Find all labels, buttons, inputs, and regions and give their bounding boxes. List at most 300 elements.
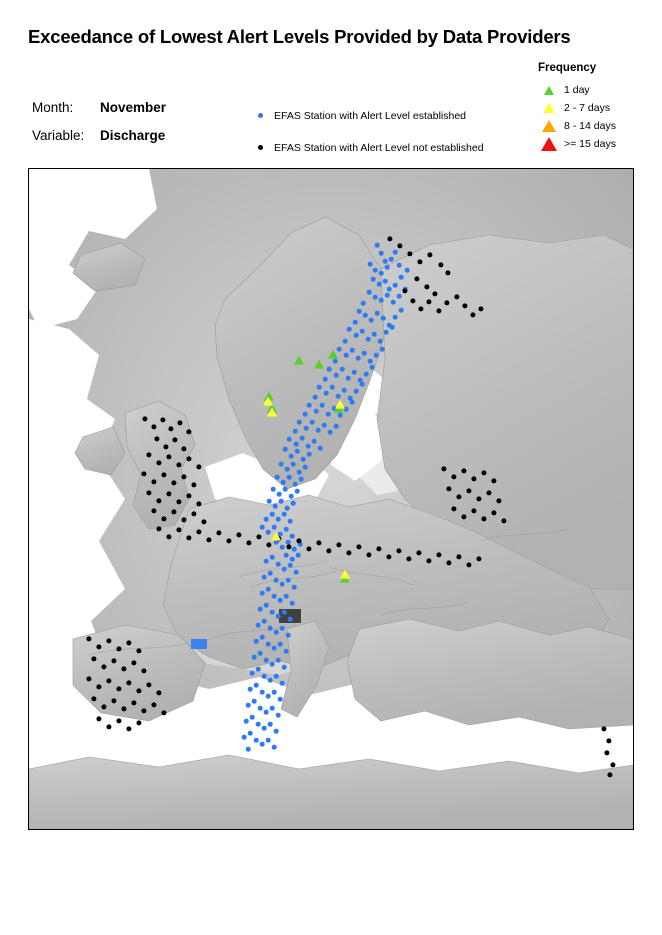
- station-point: [418, 306, 423, 311]
- station-point: [275, 475, 280, 480]
- station-point: [327, 367, 332, 372]
- triangle-icon: [538, 103, 560, 113]
- station-point: [161, 472, 166, 477]
- station-point: [397, 243, 402, 248]
- station-point: [478, 306, 483, 311]
- station-point: [254, 738, 259, 743]
- station-point: [177, 420, 182, 425]
- triangle-icon: [271, 532, 281, 541]
- station-point: [377, 282, 382, 287]
- station-point: [391, 300, 396, 305]
- station-point: [91, 656, 96, 661]
- station-point: [354, 389, 359, 394]
- station-point: [366, 337, 371, 342]
- station-point: [256, 667, 261, 672]
- station-point: [266, 738, 271, 743]
- station-point: [268, 678, 273, 683]
- station-point: [266, 542, 271, 547]
- station-point: [361, 301, 366, 306]
- station-point: [270, 662, 275, 667]
- station-point: [181, 517, 186, 522]
- station-point: [106, 638, 111, 643]
- station-point: [296, 553, 301, 558]
- station-point: [168, 426, 173, 431]
- station-point: [291, 462, 296, 467]
- station-point: [373, 295, 378, 300]
- station-point: [607, 772, 612, 777]
- station-point: [160, 417, 165, 422]
- station-point: [399, 308, 404, 313]
- station-point: [262, 575, 267, 580]
- station-point: [285, 506, 290, 511]
- station-point: [288, 563, 293, 568]
- station-point: [154, 436, 159, 441]
- station-point: [272, 745, 277, 750]
- station-point: [274, 578, 279, 583]
- station-point: [304, 426, 309, 431]
- station-point: [260, 525, 265, 530]
- triangle-icon: [538, 86, 560, 95]
- station-point: [282, 512, 287, 517]
- station-point: [246, 540, 251, 545]
- station-point: [161, 710, 166, 715]
- station-point: [151, 702, 156, 707]
- station-point: [272, 646, 277, 651]
- station-point: [106, 678, 111, 683]
- station-point: [350, 400, 355, 405]
- station-point: [461, 514, 466, 519]
- station-point: [383, 259, 388, 264]
- station-point: [176, 462, 181, 467]
- station-point: [316, 428, 321, 433]
- station-point: [126, 726, 131, 731]
- station-point: [151, 424, 156, 429]
- station-point: [290, 534, 295, 539]
- station-point: [316, 540, 321, 545]
- station-point: [353, 320, 358, 325]
- station-point: [266, 587, 271, 592]
- station-point: [181, 474, 186, 479]
- station-point: [336, 542, 341, 547]
- station-point: [171, 509, 176, 514]
- station-point: [376, 546, 381, 551]
- station-point: [266, 530, 271, 535]
- station-point: [250, 715, 255, 720]
- triangle-icon: [328, 350, 338, 359]
- station-point: [270, 555, 275, 560]
- station-point: [116, 646, 121, 651]
- station-point: [368, 359, 373, 364]
- station-point: [260, 591, 265, 596]
- station-point: [264, 559, 269, 564]
- station-point: [318, 446, 323, 451]
- station-point: [374, 353, 379, 358]
- station-point: [101, 664, 106, 669]
- legend-label: EFAS Station with Alert Level established: [274, 109, 467, 122]
- station-point: [441, 466, 446, 471]
- station-point: [166, 534, 171, 539]
- station-point: [466, 488, 471, 493]
- station-point: [427, 252, 432, 257]
- station-point: [338, 413, 343, 418]
- station-point: [242, 735, 247, 740]
- station-point: [280, 582, 285, 587]
- station-point: [310, 420, 315, 425]
- station-point: [371, 277, 376, 282]
- station-point: [360, 382, 365, 387]
- station-point: [186, 429, 191, 434]
- station-point: [436, 308, 441, 313]
- station-point: [156, 690, 161, 695]
- station-point: [196, 529, 201, 534]
- station-point: [436, 552, 441, 557]
- station-point: [252, 699, 257, 704]
- station-point: [601, 726, 606, 731]
- station-point: [414, 276, 419, 281]
- station-point: [432, 291, 437, 296]
- station-point: [96, 644, 101, 649]
- month-value: November: [100, 100, 167, 115]
- station-point: [274, 729, 279, 734]
- station-point: [176, 499, 181, 504]
- station-point: [328, 430, 333, 435]
- station-point: [501, 518, 506, 523]
- station-point: [274, 674, 279, 679]
- station-point: [470, 312, 475, 317]
- station-point: [396, 548, 401, 553]
- frequency-legend-item-2-7days: [538, 99, 616, 117]
- station-point: [476, 556, 481, 561]
- station-point: [297, 420, 302, 425]
- station-point: [476, 496, 481, 501]
- station-point: [366, 552, 371, 557]
- station-point: [354, 333, 359, 338]
- station-point: [326, 548, 331, 553]
- station-point: [258, 706, 263, 711]
- station-point: [322, 423, 327, 428]
- europe-efas-station-map[interactable]: [28, 168, 634, 830]
- station-point: [416, 550, 421, 555]
- station-point: [272, 594, 277, 599]
- station-point: [323, 377, 328, 382]
- station-point: [454, 294, 459, 299]
- station-point: [393, 250, 398, 255]
- station-point: [268, 722, 273, 727]
- station-point: [424, 284, 429, 289]
- station-point: [186, 493, 191, 498]
- station-point: [86, 676, 91, 681]
- station-point: [372, 332, 377, 337]
- station-point: [280, 545, 285, 550]
- station-point: [226, 538, 231, 543]
- station-point: [303, 412, 308, 417]
- station-point: [206, 537, 211, 542]
- station-point: [397, 263, 402, 268]
- station-point: [306, 546, 311, 551]
- station-point: [264, 603, 269, 608]
- station-point: [402, 288, 407, 293]
- station-point: [336, 394, 341, 399]
- station-point: [283, 447, 288, 452]
- station-point: [111, 658, 116, 663]
- station-point: [270, 610, 275, 615]
- station-point: [610, 762, 615, 767]
- station-point: [141, 471, 146, 476]
- station-point: [262, 726, 267, 731]
- station-point: [417, 259, 422, 264]
- station-point: [378, 339, 383, 344]
- station-point: [426, 299, 431, 304]
- station-point: [426, 558, 431, 563]
- station-point: [326, 412, 331, 417]
- month-row: [32, 100, 166, 115]
- station-point: [258, 651, 263, 656]
- station-point: [346, 376, 351, 381]
- station-point: [333, 359, 338, 364]
- station-point: [268, 571, 273, 576]
- station-point: [279, 462, 284, 467]
- station-point: [301, 457, 306, 462]
- station-point: [286, 578, 291, 583]
- station-point: [364, 372, 369, 377]
- variable-row: [32, 128, 166, 143]
- station-point: [347, 327, 352, 332]
- station-point: [379, 251, 384, 256]
- station-point: [368, 262, 373, 267]
- station-point: [236, 532, 241, 537]
- station-point: [142, 416, 147, 421]
- station-point: [191, 482, 196, 487]
- station-point: [471, 508, 476, 513]
- station-point: [300, 436, 305, 441]
- station-point: [295, 489, 300, 494]
- station-point: [166, 491, 171, 496]
- station-point: [283, 487, 288, 492]
- station-point: [196, 501, 201, 506]
- variable-label: Variable:: [32, 128, 85, 143]
- station-point: [288, 519, 293, 524]
- station-point: [262, 619, 267, 624]
- station-point: [334, 373, 339, 378]
- station-point: [451, 506, 456, 511]
- station-point: [276, 562, 281, 567]
- station-point: [131, 700, 136, 705]
- frequency-legend-label: >= 15 days: [564, 138, 616, 150]
- station-point: [340, 367, 345, 372]
- station-point: [491, 478, 496, 483]
- station-point: [346, 550, 351, 555]
- triangle-icon: [538, 120, 560, 132]
- station-point: [375, 311, 380, 316]
- variable-value: Discharge: [100, 128, 166, 143]
- station-point: [146, 452, 151, 457]
- station-point: [256, 623, 261, 628]
- triangle-icon: [335, 400, 345, 409]
- station-point: [281, 480, 286, 485]
- station-point: [271, 487, 276, 492]
- station-point: [367, 290, 372, 295]
- station-point: [126, 640, 131, 645]
- station-point: [456, 554, 461, 559]
- frequency-legend-label: 8 - 14 days: [564, 120, 616, 132]
- station-point: [604, 750, 609, 755]
- station-point: [370, 365, 375, 370]
- station-point: [254, 683, 259, 688]
- station-point: [446, 560, 451, 565]
- station-point: [387, 236, 392, 241]
- station-point: [471, 476, 476, 481]
- station-point: [256, 534, 261, 539]
- station-point: [456, 494, 461, 499]
- station-point: [270, 706, 275, 711]
- legend-item-station-not-established: [258, 139, 484, 156]
- station-point: [262, 674, 267, 679]
- frequency-legend-item-15plus-days: [538, 135, 616, 153]
- station-point: [386, 554, 391, 559]
- station-point: [451, 474, 456, 479]
- station-point: [299, 477, 304, 482]
- station-point: [360, 329, 365, 334]
- station-point: [156, 460, 161, 465]
- station-point: [101, 704, 106, 709]
- station-point: [466, 562, 471, 567]
- triangle-icon: [340, 570, 350, 579]
- station-point: [186, 456, 191, 461]
- station-point: [312, 439, 317, 444]
- triangle-icon: [267, 408, 277, 417]
- station-point: [86, 636, 91, 641]
- station-point: [410, 298, 415, 303]
- station-point: [486, 490, 491, 495]
- station-point: [303, 465, 308, 470]
- station-point: [287, 437, 292, 442]
- station-point: [276, 658, 281, 663]
- station-point: [445, 270, 450, 275]
- frequency-legend-title: Frequency: [538, 62, 597, 74]
- station-point: [380, 347, 385, 352]
- station-point: [295, 449, 300, 454]
- station-point: [369, 318, 374, 323]
- station-point: [278, 697, 283, 702]
- station-point: [146, 490, 151, 495]
- station-point: [136, 688, 141, 693]
- station-point: [282, 567, 287, 572]
- station-point: [387, 287, 392, 292]
- station-point: [397, 294, 402, 299]
- station-point: [278, 598, 283, 603]
- station-point: [272, 690, 277, 695]
- station-point: [384, 330, 389, 335]
- station-point: [342, 388, 347, 393]
- station-point: [324, 391, 329, 396]
- station-point: [126, 680, 131, 685]
- station-point: [244, 719, 249, 724]
- frequency-legend-item-8-14days: [538, 117, 616, 135]
- station-point: [141, 708, 146, 713]
- station-point: [156, 498, 161, 503]
- station-point: [291, 501, 296, 506]
- station-point: [289, 494, 294, 499]
- station-point: [282, 610, 287, 615]
- station-point: [246, 703, 251, 708]
- station-point: [256, 722, 261, 727]
- station-point: [252, 655, 257, 660]
- station-point: [268, 626, 273, 631]
- station-point: [260, 690, 265, 695]
- station-point: [317, 385, 322, 390]
- station-point: [273, 504, 278, 509]
- triangle-icon: [294, 356, 304, 365]
- station-point: [363, 313, 368, 318]
- station-point: [279, 499, 284, 504]
- station-point: [156, 526, 161, 531]
- page-title: Exceedance of Lowest Alert Levels Provided by Data Providers: [28, 26, 571, 47]
- station-point: [393, 283, 398, 288]
- station-point: [330, 385, 335, 390]
- station-point: [606, 738, 611, 743]
- black-dot-icon: [258, 145, 263, 150]
- station-point: [176, 527, 181, 532]
- station-point: [461, 468, 466, 473]
- station-point: [356, 356, 361, 361]
- station-point: [293, 429, 298, 434]
- station-point: [393, 315, 398, 320]
- station-point: [385, 265, 390, 270]
- station-point: [266, 694, 271, 699]
- station-point: [216, 530, 221, 535]
- station-point: [146, 682, 151, 687]
- station-point: [96, 716, 101, 721]
- station-point: [389, 257, 394, 262]
- frequency-legend: [538, 62, 616, 153]
- station-point: [191, 511, 196, 516]
- station-point: [287, 475, 292, 480]
- station-point: [297, 470, 302, 475]
- triangle-icon: [538, 137, 560, 151]
- station-point: [276, 517, 281, 522]
- station-point: [294, 570, 299, 575]
- station-point: [379, 271, 384, 276]
- station-point: [276, 713, 281, 718]
- legend-item-station-established: [258, 107, 484, 124]
- station-point: [350, 348, 355, 353]
- station-point: [116, 686, 121, 691]
- station-point: [307, 403, 312, 408]
- station-point: [294, 442, 299, 447]
- station-point: [491, 510, 496, 515]
- station-point: [196, 464, 201, 469]
- station-point: [399, 275, 404, 280]
- legend-label: EFAS Station with Alert Level not established: [274, 141, 484, 154]
- station-point: [91, 696, 96, 701]
- station-point: [406, 556, 411, 561]
- station-point: [334, 424, 339, 429]
- station-point: [151, 479, 156, 484]
- station-point: [313, 395, 318, 400]
- station-point: [352, 370, 357, 375]
- station-point: [172, 437, 177, 442]
- station-point: [496, 498, 501, 503]
- station-point: [444, 300, 449, 305]
- station-point: [260, 742, 265, 747]
- blue-dot-icon: [258, 113, 263, 118]
- station-point: [286, 633, 291, 638]
- station-point: [344, 353, 349, 358]
- station-point: [320, 403, 325, 408]
- station-point: [264, 658, 269, 663]
- station-point: [381, 316, 386, 321]
- station-point: [293, 482, 298, 487]
